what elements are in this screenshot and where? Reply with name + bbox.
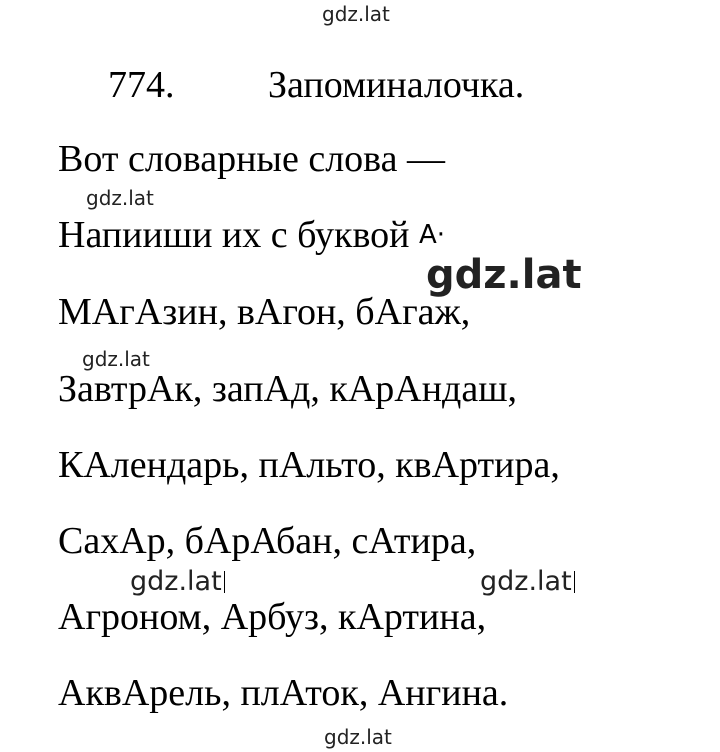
watermark: gdz.lat: [322, 2, 390, 26]
watermark: [130, 568, 225, 595]
watermark: gdz.lat: [324, 725, 392, 749]
intro-line-2-text: Напииши их с буквой: [58, 214, 410, 256]
caret-mark: [224, 571, 225, 593]
watermark-text: gdz.lat: [130, 566, 222, 597]
watermark-text: gdz.lat: [480, 566, 572, 597]
watermark: gdz.lat: [82, 347, 150, 371]
watermark: [480, 568, 575, 595]
watermark: gdz.lat: [426, 252, 582, 298]
intro-line-1: Вот словарные слова —: [58, 138, 445, 180]
watermark: gdz.lat: [86, 186, 154, 210]
caret-mark: [574, 571, 575, 593]
intro-line-2: [58, 216, 445, 254]
word-line: ЗавтрАк, запАд, кАрАндаш,: [58, 368, 518, 410]
word-line: АквАрель, плАток, Ангина.: [58, 672, 509, 714]
word-line: КАлендарь, пАльто, квАртира,: [58, 444, 560, 486]
exercise-number: 774.: [108, 64, 175, 106]
word-line: СахАр, бАрАбан, сАтира,: [58, 520, 477, 562]
intro-line-2-letter: А·: [418, 220, 446, 250]
word-line: Агроном, Арбуз, кАртина,: [58, 596, 487, 638]
exercise-title: Запоминалочка.: [268, 64, 525, 106]
word-line: МАгАзин, вАгон, бАгаж,: [58, 291, 471, 333]
